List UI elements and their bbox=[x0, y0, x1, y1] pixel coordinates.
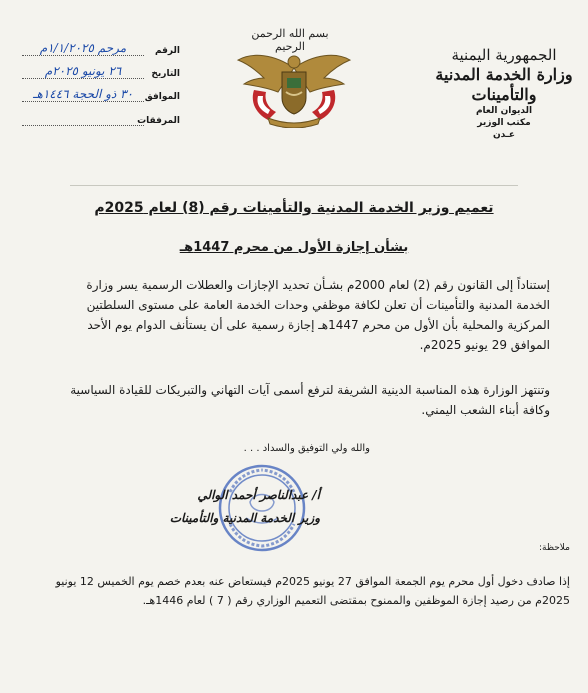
yemen-eagle-emblem-icon bbox=[234, 46, 354, 132]
country-name: الجمهورية اليمنية bbox=[451, 46, 557, 64]
meta-date bbox=[22, 61, 180, 79]
circular-title: تعميم وزير الخدمة المدنية والتأمينات رقم (8) لعام 2025م bbox=[94, 200, 494, 216]
minister-title: وزير الخدمة المدنية والتأمينات bbox=[169, 511, 320, 525]
body-paragraph-1: إستناداً إلى القانون رقم (2) لعام 2000م بشـأن تحديد الإجازات والعطلات الرسمية يسر وزارة الخدمة المدنية والتأمينات أن تعلن لكافة موظفي وحدات الخدمة العامة على مستوى السلطتين المركزية والمحلية بأن الأول من محرم 1447هـ إجازة رسمية على أن يستأنف الدوام يوم الأحد الموافق 29 يونيو 2025م. bbox=[86, 278, 550, 352]
body-paragraph-2: وتنتهز الوزارة هذه المناسبة الدينية الشريفة لترفع أسمى آيات التهاني والتبريكات للقيادة السياسية وكافة أبناء الشعب اليمني. bbox=[70, 383, 550, 417]
minister-name: أ/ عبدالناصر أحمد الوالي bbox=[197, 488, 320, 502]
reference-value: مرحم ١/١/٢٠٢٥م bbox=[22, 41, 144, 56]
minister-office: مكتب الوزير bbox=[477, 118, 531, 128]
circular-subject: بشأن إجازة الأول من محرم 1447هـ bbox=[179, 240, 409, 255]
meta-hijri bbox=[22, 84, 180, 102]
header-divider bbox=[70, 185, 518, 186]
meta-reference bbox=[22, 38, 180, 56]
date-value: ٢٦ يونيو ٢٠٢٥م bbox=[22, 64, 144, 79]
meta-attachments bbox=[22, 108, 180, 126]
city-name: عـدن bbox=[492, 130, 516, 140]
note-text: إذا صادف دخول أول محرم يوم الجمعة الموافق 27 يونيو 2025م فيستعاض عنه بعدم خصم يوم الخميس 12 يونيو 2025م من رصيد إجازة الموظفين والممنوح بمقتضى التعميم الوزاري رقم ( 7 ) لعام 1446هـ. bbox=[55, 575, 570, 607]
ministry-name: وزارة الخدمة المدنية والتأمينات bbox=[435, 65, 573, 104]
hijri-value: ٣٠ ذو الحجة ١٤٤٦هـ bbox=[22, 87, 144, 102]
basmala: بسم الله الرحمن الرحيم bbox=[251, 27, 329, 53]
attachments-value bbox=[22, 111, 144, 126]
date-label: التاريخ bbox=[151, 69, 180, 79]
official-stamp-icon bbox=[216, 462, 308, 558]
reference-label: الرقم bbox=[154, 46, 180, 56]
attachments-label: المرفقات bbox=[137, 116, 180, 126]
office-name: الديوان العام bbox=[475, 106, 533, 116]
note-label: ملاحظة: bbox=[539, 543, 570, 553]
hijri-label: الموافق bbox=[144, 92, 180, 102]
closing-line: والله ولي التوفيق والسداد . . . bbox=[243, 443, 370, 454]
ministry-header bbox=[434, 46, 574, 141]
